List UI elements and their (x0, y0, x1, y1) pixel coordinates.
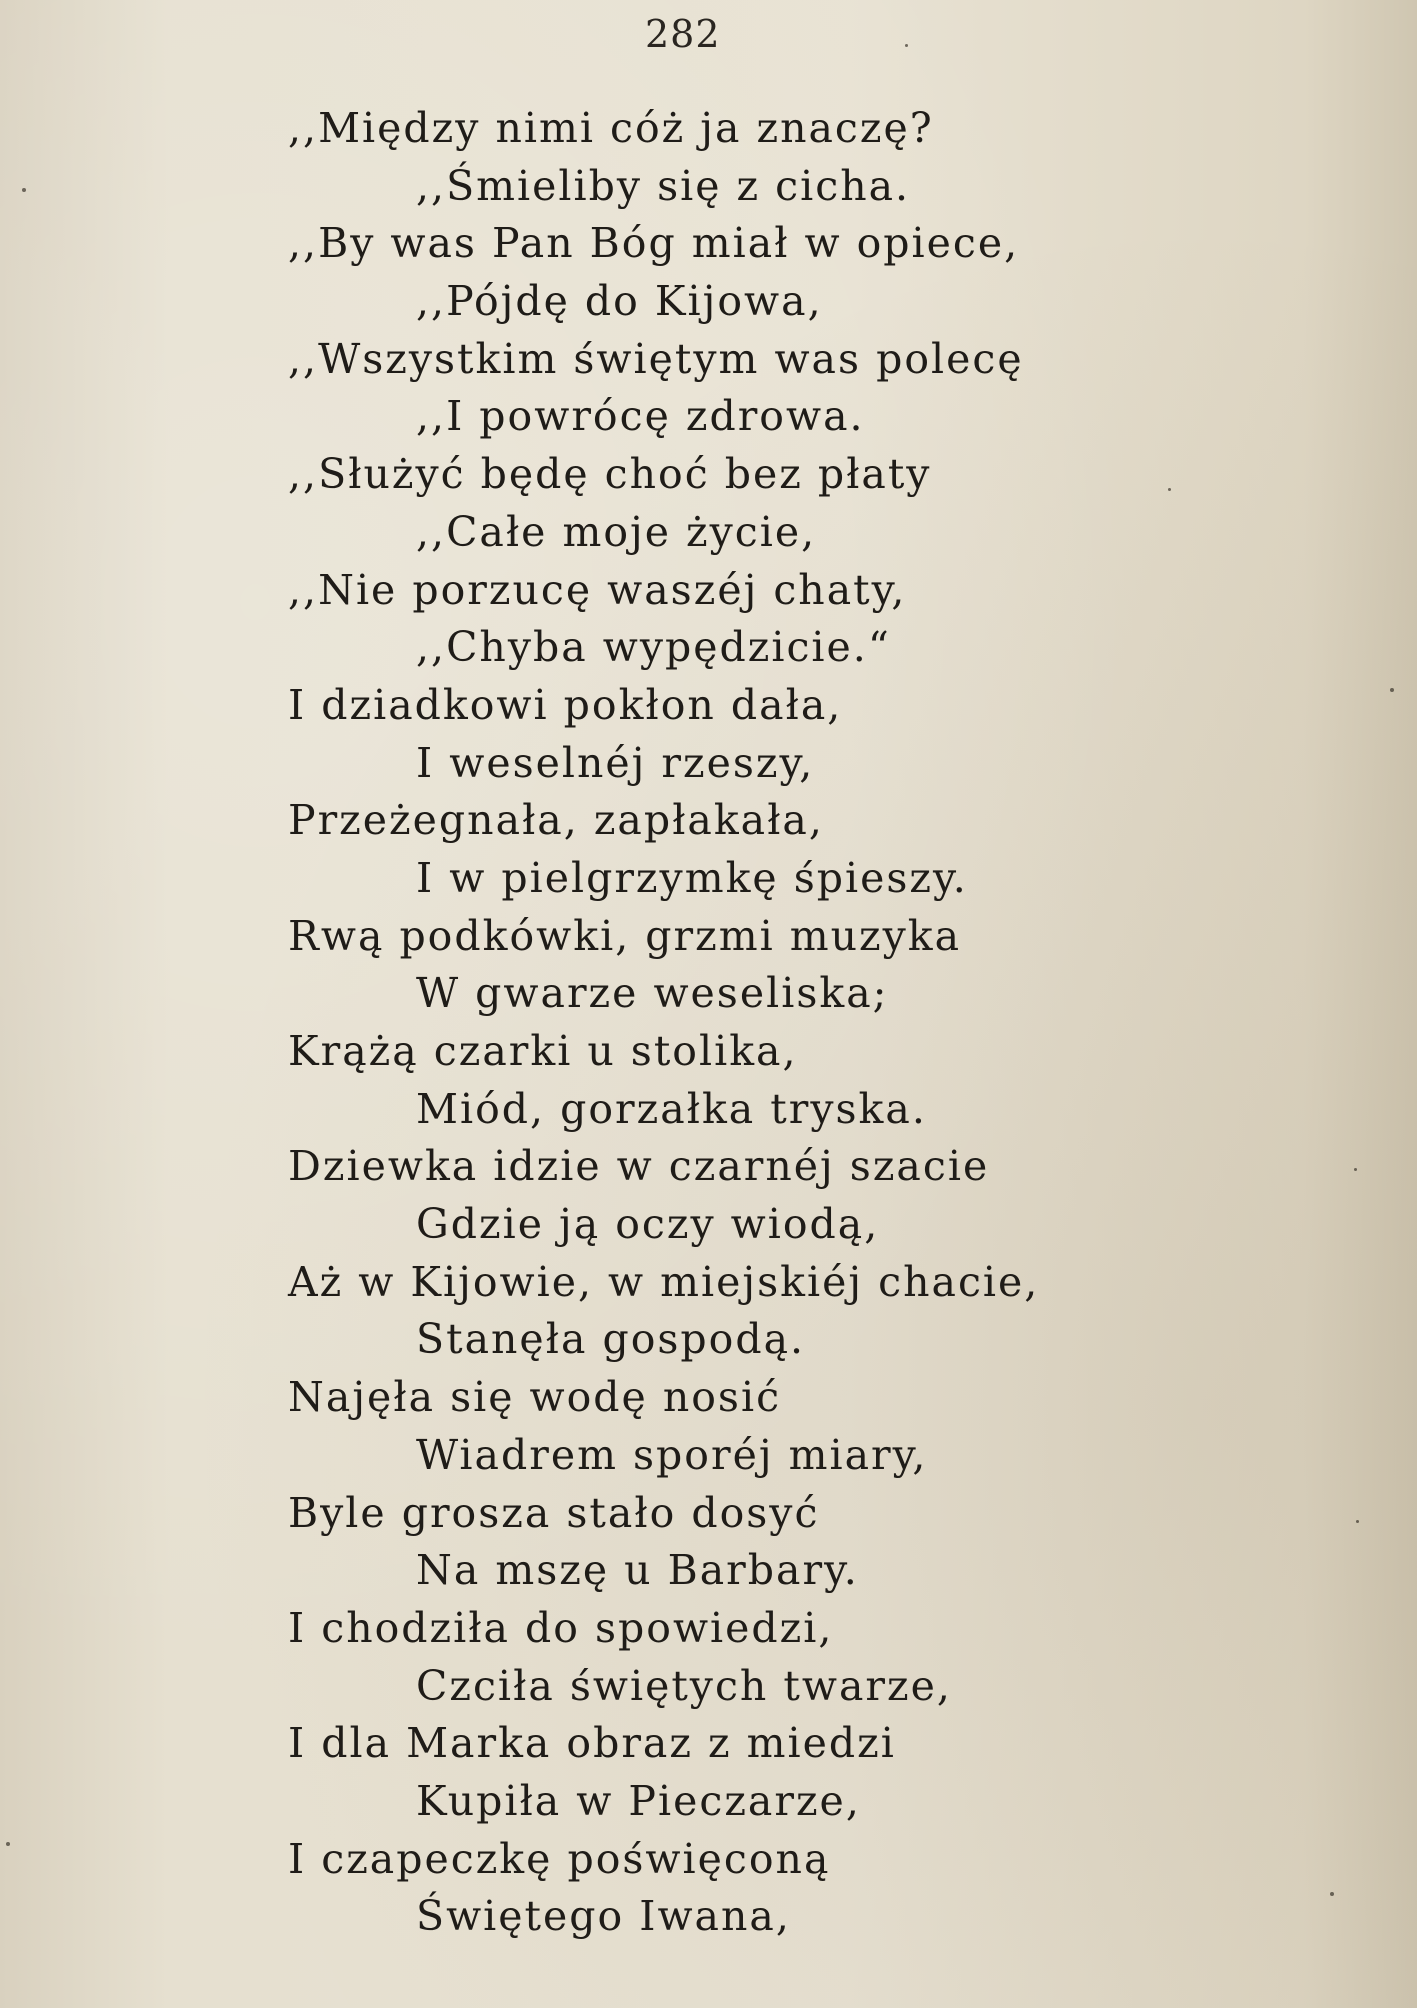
poem-text (288, 100, 1368, 1946)
poem-line: Gdzie ją oczy wiodą, (416, 1200, 880, 1249)
paper-speck (1168, 488, 1171, 491)
poem-line: I weselnéj rzeszy, (416, 738, 815, 787)
poem-line: ,,I powrócę zdrowa. (416, 392, 865, 441)
poem-line: Rwą podkówki, grzmi muzyka (288, 911, 962, 960)
paper-speck (6, 1842, 10, 1846)
poem-line: ,,Całe moje życie, (416, 507, 817, 556)
paper-speck (1390, 688, 1394, 692)
poem-line: Kupiła w Pieczarze, (416, 1776, 861, 1825)
poem-line: Dziewka idzie w czarnéj szacie (288, 1142, 990, 1191)
paper-speck (1330, 1892, 1334, 1896)
poem-line: Krążą czarki u stolika, (288, 1027, 798, 1075)
page-number: 282 (645, 12, 721, 56)
poem-line: Na mszę u Barbary. (416, 1546, 859, 1595)
poem-line: Byle grosza stało dosyć (288, 1488, 820, 1537)
poem-line: Przeżegnała, zapłakała, (288, 796, 824, 845)
poem-line: Czciła świętych twarze, (416, 1661, 952, 1710)
poem-line: ,,Chyba wypędzicie.“ (416, 623, 891, 672)
poem-line: I w pielgrzymkę śpieszy. (416, 853, 968, 902)
paper-speck (1356, 1520, 1359, 1523)
poem-line: I dla Marka obraz z miedzi (288, 1719, 896, 1768)
poem-line: ,,Wszystkim świętym was polecę (288, 334, 1024, 383)
paper-speck (905, 44, 908, 47)
poem-line: ,,Służyć będę choć bez płaty (288, 450, 932, 499)
poem-line: Miód, gorzałka tryska. (416, 1084, 927, 1133)
poem-line: Najęła się wodę nosić (288, 1373, 782, 1422)
poem-line: I chodziła do spowiedzi, (288, 1603, 834, 1652)
poem-line: I dziadkowi pokłon dała, (288, 680, 843, 729)
poem-line: Aż w Kijowie, w miejskiéj chacie, (288, 1257, 1040, 1306)
poem-line: I czapeczkę poświęconą (288, 1834, 831, 1883)
poem-line: ,,Pójdę do Kijowa, (416, 277, 823, 326)
poem-line: Stanęła gospodą. (416, 1315, 806, 1364)
poem-line: Świętego Iwana, (416, 1892, 791, 1941)
paper-speck (1354, 1168, 1357, 1171)
poem-line: ,,Między nimi cóż ja znaczę? (288, 104, 934, 152)
poem-line: ,,Śmieliby się z cicha. (416, 161, 911, 210)
poem-line: W gwarze weseliska; (416, 969, 889, 1018)
poem-line: ,,Nie porzucę waszéj chaty, (288, 565, 907, 614)
paper-speck (22, 188, 26, 192)
poem-line: Wiadrem sporéj miary, (416, 1430, 928, 1479)
poem-line: ,,By was Pan Bóg miał w opiece, (288, 219, 1020, 268)
